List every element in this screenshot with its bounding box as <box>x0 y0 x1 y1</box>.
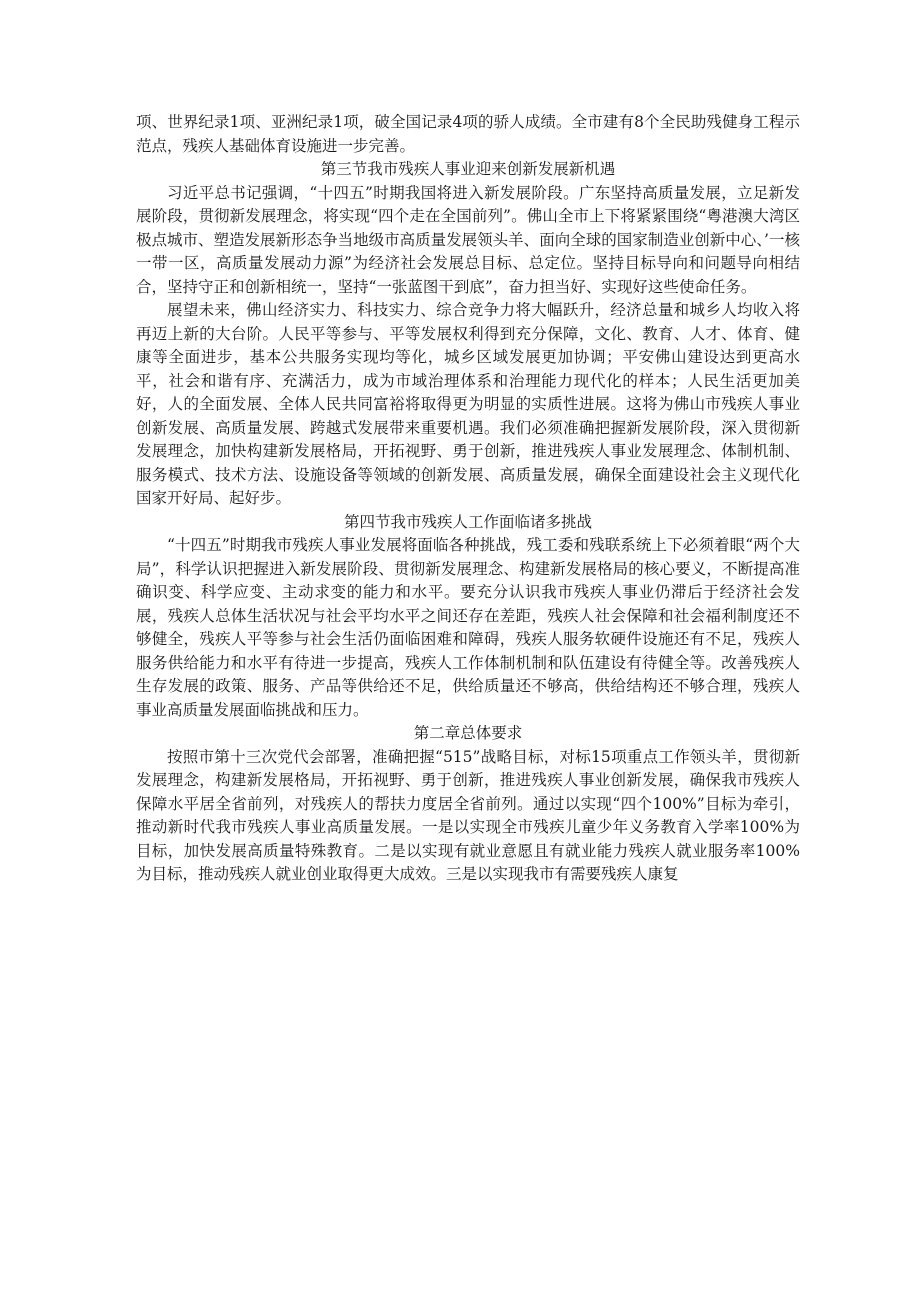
paragraph-new-stage: 习近平总书记强调，“十四五”时期我国将进入新发展阶段。广东坚持高质量发展，立足新发展阶段，贯彻新发展理念，将实现“四个走在全国前列”。佛山全市上下将紧紧围绕“粤港澳大湾区极点城市、塑造发展新形态争当地级市高质量发展领头羊、面向全球的国家制造业创新中心、’一核一带一区，高质量发展动力源”为经济社会发展总目标、总定位。坚持目标导向和问题导向相结合，坚持守正和创新相统一，坚持“一张蓝图干到底”，奋力担当好、实现好这些使命任务。 <box>136 183 800 296</box>
paragraph-sports-achievements: 项、世界纪录1项、亚洲纪录1项，破全国记录4项的骄人成绩。全市建有8个全民助残健身工程示范点，残疾人基础体育设施进一步完善。 <box>136 113 800 155</box>
paragraph-outlook: 展望未来，佛山经济实力、科技实力、综合竞争力将大幅跃升，经济总量和城乡人均收入将再迈上新的大台阶。人民平等参与、平等发展权利得到充分保障，文化、教育、人才、体育、健康等全面进步，基本公共服务实现均等化，城乡区域发展更加协调；平安佛山建设达到更高水平，社会和谐有序、充满活力，成为市域治理体系和治理能力现代化的样本；人民生活更加美好，人的全面发展、全体人民共同富裕将取得更为明显的实质性进展。这将为佛山市残疾人事业创新发展、高质量发展、跨越式发展带来重要机遇。我们必须准确把握新发展阶段，深入贯彻新发展理念，加快构建新发展格局，开拓视野、勇于创新，推进残疾人事业发展理念、体制机制、服务模式、技术方法、设施设备等领域的创新发展、高质量发展，确保全面建设社会主义现代化国家开好局、起好步。 <box>136 301 800 507</box>
paragraph-overall-requirements: 按照市第十三次党代会部署，准确把握“515”战略目标，对标15项重点工作领头羊，贯彻新发展理念，构建新发展格局，开拓视野、勇于创新，推进残疾人事业创新发展，确保我市残疾人保障水平居全省前列，对残疾人的帮扶力度居全省前列。通过以实现“四个100%”目标为牵引，推动新时代我市残疾人事业高质量发展。一是以实现全市残疾儿童少年义务教育入学率100%为目标，加快发展高质量特殊教育。二是以实现有就业意愿且有就业能力残疾人就业服务率100%为目标，推动残疾人就业创业取得更大成效。三是以实现我市有需要残疾人康复 <box>136 747 800 883</box>
document-page <box>136 111 800 887</box>
paragraph-challenges: “十四五”时期我市残疾人事业发展将面临各种挑战，残工委和残联系统上下必须着眼“两个大局”，科学认识把握进入新发展阶段、贯彻新发展理念、构建新发展格局的核心要义，不断提高准确识变、科学应变、主动求变的能力和水平。要充分认识我市残疾人事业仍滞后于经济社会发展，残疾人总体生活状况与社会平均水平之间还存在差距，残疾人社会保障和社会福利制度还不够健全，残疾人平等参与社会生活仍面临困难和障碍，残疾人服务软硬件设施还有不足，残疾人服务供给能力和水平有待进一步提高，残疾人工作体制机制和队伍建设有待健全等。改善残疾人生存发展的政策、服务、产品等供给还不足，供给质量还不够高，供给结构还不够合理，残疾人事业高质量发展面临挑战和压力。 <box>136 536 800 719</box>
section-heading-4: 第四节我市残疾人工作面临诸多挑战 <box>343 512 592 531</box>
section-heading-3: 第三节我市残疾人事业迎来创新发展新机遇 <box>320 160 616 178</box>
chapter-heading-2: 第二章总体要求 <box>413 724 523 742</box>
